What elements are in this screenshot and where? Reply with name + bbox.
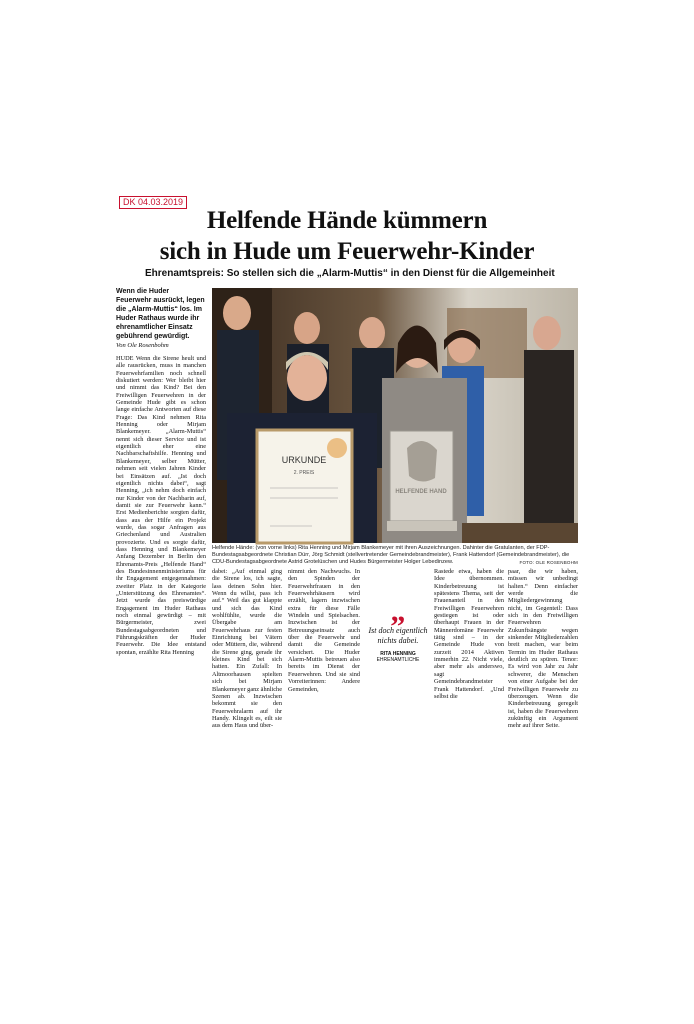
date-stamp: DK 04.03.2019	[119, 196, 187, 209]
photo-illustration	[212, 288, 578, 543]
certificate-rank: 2. PREIS	[293, 470, 315, 476]
text-column-2: dabei: „Auf einmal ging die Sirene los, ich sagte, lass deinen Sohn hier. Wenn du willst, pass ich auf.“ Weil das gut klappte und sich das Kind wohlfühlte, wurde die Übergabe am Feuerwehrhaus zur festen Einrichtung bei Vätern oder Müttern, die, während die Sirene ging, gerade ihr kleines Kind bei sich hatten. Ein Zufall: In Altmoorhausen spielten sich bei Mirjam Blankemeyer ganz ähnliche Szenen ab. Inzwischen bekommt sie den Feuerwehralarm auf ihr Handy. Klingelt es, eilt sie aus dem Haus und über-	[212, 568, 282, 730]
byline: Von Ole Rosenbohm	[116, 342, 169, 349]
photo-caption	[212, 545, 578, 566]
text-column-5: paar, die wir haben, müssen wir unbedingt halten.“ Denn einfacher werde die Mitgliedergewinnung nicht, im Gegenteil: Dass sich in den Freiwilligen Feuerwehren Zukunftsängste wegen sinkender Mitgliederzahlen breit machen, war beim Termin im Huder Rathaus deutlich zu spüren. Tenor: Es wird von Jahr zu Jahr schwerer, die Menschen von einer Aufgabe bei der Freiwilligen Feuerwehr zu überzeugen. Wenn die Kinderbetreuung geregelt ist, haben die Feuerwehren zukünftig ein Argument mehr auf ihrer Seite.	[508, 568, 578, 730]
pull-quote	[368, 595, 428, 663]
quote-text: Ist doch eigentlich nichts dabei.	[368, 626, 428, 645]
article-photo	[212, 288, 578, 543]
text-column-1: HUDE Wenn die Sirene heult und alle rausrücken, muss in manchen Feuerwehrfamilien noch schnell diskutiert werden: Wer bleibt hier und nimmt das Kind? Bei den Freiwilligen Feuerwehren in der Gemeinde Hude gibt es schon lange einfache Antworten auf diese Frage: Das Kind nehmen Rita Henning oder Mirjam Blankemeyer. „Alarm-Muttis“ nennt sich dieser Service und ist eigentlich eher eine Nachbarschaftshilfe. Henning und Blankemeyer, selber Mütter, nehmen seit vielen Jahren Kinder bei Einsätzen auf. „Ist doch eigentlich nichts dabei“, sagt Henning, „ich nehm doch einfach nur Kinder von der Nachbarin auf, damit sie zur Feuerwehr kann.“ Erst Medienberichte sorgten dafür, dass aus der Hilfe ein Projekt wurde, das sogar Anfragen aus Griechenland und Australien provozierte. Und es sorgte dafür, dass Henning und Blankemeyer Anfang Dezember in Berlin den Ehrenamts-Preis „Helfende Hand“ des Bundesinnenministeriums für ihr Engagement entgegennahmen: zweiter Platz in der Kategorie „Unterstützung des Ehrenamtes“. Jetzt wurde das preiswürdige Engagement im Huder Rathaus noch einmal gewürdigt – mit Bürgermeister, zwei Bundestagsabgeordneten und Führungskräften der Huder Feuerwehr. Die Idee entstand spontan, erzählte Rita Henning	[116, 355, 206, 656]
photo-credit: FOTO: OLE ROSENBOHM	[519, 560, 578, 565]
quote-role: EHRENAMTLICHE	[376, 657, 420, 663]
text-column-4: Rastede etwa, haben die Idee übernommen. Kinderbetreuung ist spätestens Thema, seit der Frauenanteil in den Freiwilligen Feuerwehren gestiegen ist oder überhaupt Frauen in der Männerdomäne Feuerwehr tätig sind – in der Gemeinde Hude von zurzeit 2014 Aktiven immerhin 22. Nicht viele, aber mehr als anderswo, sagt Gemeindebrandmeister Frank Hattendorf. „Und selbst die	[434, 568, 504, 700]
subline: Ehrenamtspreis: So stellen sich die „Alarm-Muttis“ in den Dienst für die Allgemeinheit	[145, 268, 555, 279]
quote-author: RITA HENNING	[380, 651, 416, 657]
lead-paragraph: Wenn die Huder Feuerwehr ausrückt, legen die „Alarm-Muttis“ los. Im Huder Rathaus wurde ihr ehrenamtlicher Einsatz gebührend gewürdigt.	[116, 288, 205, 340]
headline	[116, 205, 578, 267]
text-column-3: nimmt den Nachwuchs. In den Spinden der Feuerwehrfrauen in den Feuerwehrhäusern wird erzählt, lagern inzwischen extra für diese Fälle Windeln und Spielsachen. Inzwischen ist der Betreuungseinsatz auch über die Feuerwehr und damit die Gemeinde versichert. Die Huder Alarm-Muttis betreuen also bereits im Dienst der Feuerwehren. Und sie sind Vorreiterinnen: Andere Gemeinden,	[288, 568, 360, 693]
certificate-title: URKUNDE	[281, 455, 327, 465]
quote-mark: „	[390, 595, 406, 628]
headline-line-1: Helfende Hände kümmern	[206, 207, 488, 234]
trophy-text: HELFENDE HAND	[395, 489, 447, 495]
caption-text: Helfende Hände: (von vorne links) Rita Henning und Mirjam Blankemeyer mit ihren Auszeichnungen. Dahinter die Gratulanten, der FDP-Bundestagsabgeordnete Christian Dürr, Jörg Schmidt (stellvertretender Gemeindebrandmeister), Frank Hattendorf (Gemeindebrandmeister), die CDU-Bundestagsabgeordnete Astrid Grotelüschen und Hudes Bürgermeister Holger Lebedinzew.	[212, 545, 570, 565]
headline-line-2: sich in Hude um Feuerwehr-Kinder	[159, 238, 535, 265]
